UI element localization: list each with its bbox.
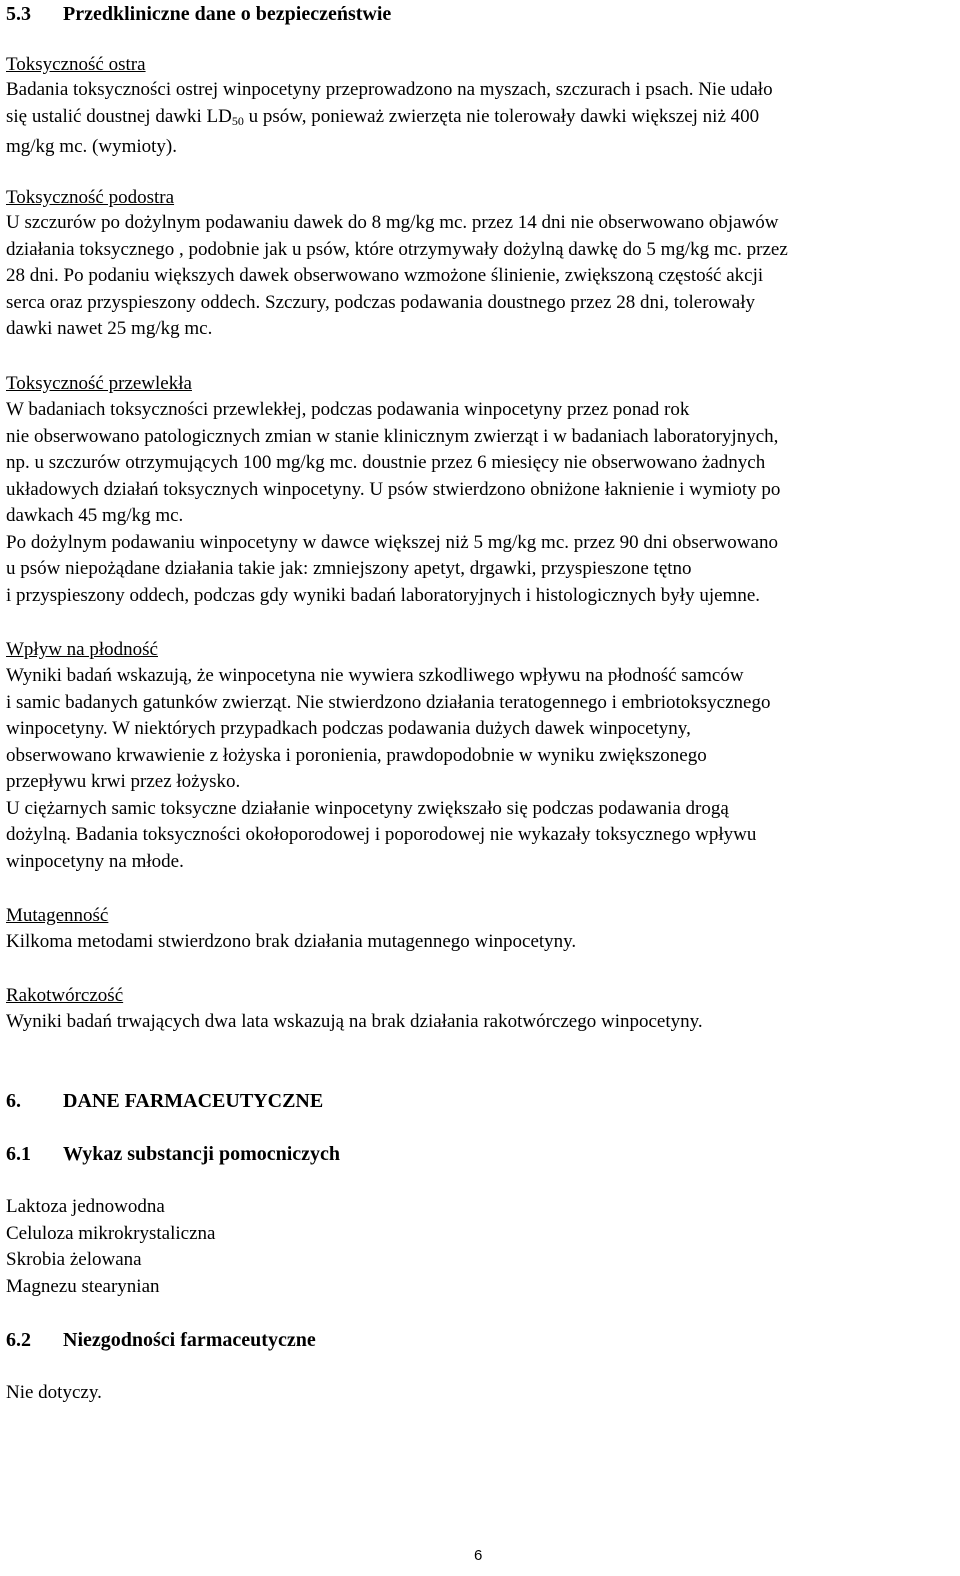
section-number: 6.: [6, 1090, 21, 1112]
section-number: 5.3: [6, 3, 31, 25]
section-number: 6.2: [6, 1329, 31, 1351]
text-line: Nie dotyczy.: [6, 1382, 102, 1403]
list-item: Celuloza mikrokrystaliczna: [6, 1222, 216, 1244]
text-line: i samic badanych gatunków zwierząt. Nie stwierdzono działania teratogennego i embriotoksycznego: [6, 691, 771, 713]
text-fragment: się ustalić doustnej dawki LD: [6, 105, 232, 127]
section-5-3-heading: [6, 1, 391, 27]
carcinogenicity-heading: Rakotwórczość: [6, 985, 124, 1006]
text-fragment: u psów, ponieważ zwierzęta nie tolerowały dawki większej niż 400: [243, 105, 760, 127]
text-line: [6, 104, 958, 135]
text-line: W badaniach toksyczności przewlekłej, podczas podawania winpocetyny przez ponad rok: [6, 399, 690, 420]
text-line: przepływu krwi przez łożysko.: [6, 771, 241, 792]
list-item: Skrobia żelowana: [6, 1249, 142, 1270]
text-line: dożylną. Badania toksyczności okołoporodowej i poporodowej nie wykazały toksycznego wpływu: [6, 824, 757, 845]
text-line: działania toksycznego , podobnie jak u psów, które otrzymywały dożylną dawkę do 5 mg/kg mc. przez: [6, 238, 788, 260]
section-title: Przedkliniczne dane o bezpieczeństwie: [63, 3, 392, 25]
text-line: Kilkoma metodami stwierdzono brak działania mutagennego winpocetyny.: [6, 931, 577, 952]
section-6-1-heading: [6, 1141, 340, 1167]
section-title: Wykaz substancji pomocniczych: [63, 1143, 341, 1165]
text-line: układowych działań toksycznych winpocetyny. U psów stwierdzono obniżone łaknienie i wymioty po: [6, 478, 781, 500]
text-line: Po dożylnym podawaniu winpocetyny w dawce większej niż 5 mg/kg mc. przez 90 dni obserwowano: [6, 531, 778, 553]
fertility-heading: Wpływ na płodność: [6, 639, 158, 660]
text-line: dawki nawet 25 mg/kg mc.: [6, 318, 213, 339]
list-item: Magnezu stearynian: [6, 1275, 160, 1297]
section-title: DANE FARMACEUTYCZNE: [63, 1090, 324, 1112]
text-line: dawkach 45 mg/kg mc.: [6, 505, 184, 526]
carcinogenicity-paragraph: [6, 1009, 958, 1036]
text-line: winpocetyny na młode.: [6, 850, 184, 872]
text-line: U szczurów po dożylnym podawaniu dawek do 8 mg/kg mc. przez 14 dni nie obserwowano objawów: [6, 212, 779, 233]
text-line: u psów niepożądane działania takie jak: zmniejszony apetyt, drgawki, przyspieszone tętno: [6, 558, 692, 579]
section-title: Niezgodności farmaceutyczne: [63, 1329, 316, 1351]
text-line: serca oraz przyspieszony oddech. Szczury, podczas podawania doustnego przez 28 dni, tolerowały: [6, 291, 755, 313]
text-line: Badania toksyczności ostrej winpocetyny przeprowadzono na myszach, szczurach i psach. Nie udało: [6, 79, 773, 100]
text-line: mg/kg mc. (wymioty).: [6, 136, 177, 157]
text-line: 28 dni. Po podaniu większych dawek obserwowano wzmożone ślinienie, zwiększoną częstość akcji: [6, 265, 764, 286]
section-number: 6.1: [6, 1143, 31, 1165]
text-line: np. u szczurów otrzymujących 100 mg/kg mc. doustnie przez 6 miesięcy nie obserwowano żadnych: [6, 452, 766, 473]
subacute-toxicity-heading: Toksyczność podostra: [6, 187, 175, 208]
section-6-heading: [6, 1088, 323, 1114]
text-line: Wyniki badań trwających dwa lata wskazują na brak działania rakotwórczego winpocetyny.: [6, 1011, 703, 1032]
chronic-toxicity-heading: Toksyczność przewlekła: [6, 373, 192, 394]
list-item: Laktoza jednowodna: [6, 1196, 165, 1217]
fertility-paragraph: [6, 663, 958, 875]
incompatibilities-text: [6, 1380, 958, 1407]
text-line: i przyspieszony oddech, podczas gdy wyniki badań laboratoryjnych i histologicznych były ujemne.: [6, 584, 761, 606]
mutagenicity-heading: Mutagenność: [6, 905, 109, 926]
subacute-toxicity-paragraph: [6, 210, 958, 343]
acute-toxicity-heading: Toksyczność ostra: [6, 54, 146, 75]
subscript-50: 50: [231, 113, 244, 128]
section-6-2-heading: [6, 1327, 316, 1353]
acute-toxicity-paragraph: [6, 77, 958, 161]
text-line: obserwowano krwawienie z łożyska i poronienia, prawdopodobnie w wyniku zwiększonego: [6, 744, 707, 766]
text-line: nie obserwowano patologicznych zmian w stanie klinicznym zwierząt i w badaniach laboratoryjnych,: [6, 425, 779, 447]
text-line: U ciężarnych samic toksyczne działanie winpocetyny zwiększało się podczas podawania drogą: [6, 797, 729, 819]
text-line: Wyniki badań wskazują, że winpocetyna nie wywiera szkodliwego wpływu na płodność samców: [6, 665, 744, 686]
chronic-toxicity-paragraph: [6, 397, 958, 609]
page-number: 6: [474, 1547, 483, 1564]
excipients-list: [6, 1194, 958, 1300]
mutagenicity-paragraph: [6, 929, 958, 956]
text-line: winpocetyny. W niektórych przypadkach podczas podawania dużych dawek winpocetyny,: [6, 718, 691, 739]
